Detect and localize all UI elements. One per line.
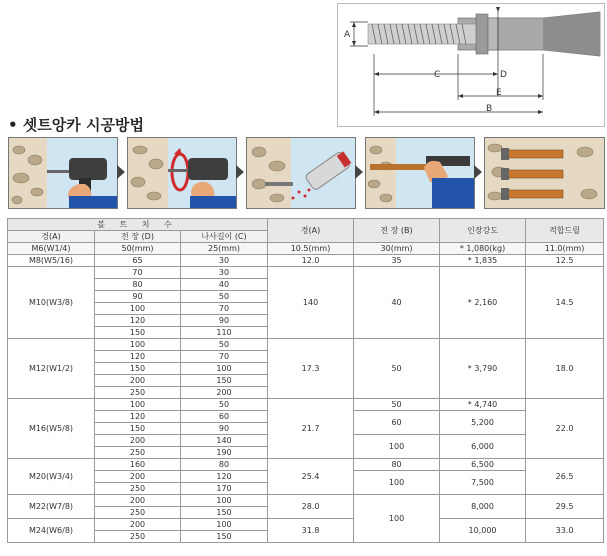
table-cell: M20(W3/4): [8, 459, 95, 495]
table-cell: 10.5(mm): [268, 243, 354, 255]
table-cell: 30(mm): [354, 243, 440, 255]
table-cell: M22(W7/8): [8, 495, 95, 519]
table-cell: 12.0: [268, 255, 354, 267]
table-cell: 30: [181, 255, 268, 267]
table-cell: 200: [95, 435, 181, 447]
dim-label-b: B: [486, 104, 493, 114]
table-cell: 100: [181, 519, 268, 531]
table-cell: M16(W5/8): [8, 399, 95, 459]
table-cell: 120: [95, 315, 181, 327]
table-cell: 50(mm): [95, 243, 181, 255]
step-1-drill-image: [8, 137, 118, 209]
table-cell: 250: [95, 483, 181, 495]
table-cell: 5,200: [440, 411, 526, 435]
table-cell: 150: [95, 423, 181, 435]
table-cell: 100: [181, 495, 268, 507]
table-cell: 150: [181, 375, 268, 387]
table-cell: 120: [95, 351, 181, 363]
installation-steps: [8, 137, 603, 207]
table-cell: 50: [354, 339, 440, 399]
table-cell: 190: [181, 447, 268, 459]
table-cell: 22.0: [526, 399, 604, 459]
table-cell: 70: [181, 351, 268, 363]
length-b-header: 전 장 (B): [354, 219, 440, 243]
table-cell: 6,500: [440, 459, 526, 471]
table-cell: 90: [95, 291, 181, 303]
table-cell: 18.0: [526, 339, 604, 399]
table-cell: M24(W6/8): [8, 519, 95, 543]
table-row: [8, 243, 604, 255]
table-cell: 26.5: [526, 459, 604, 495]
table-cell: 70: [181, 303, 268, 315]
drill-hole-icon: [9, 138, 117, 208]
table-cell: 100: [354, 435, 440, 459]
table-cell: M6(W1/4): [8, 243, 95, 255]
table-cell: 140: [181, 435, 268, 447]
table-cell: 12.5: [526, 255, 604, 267]
step-arrow-icon: [355, 165, 363, 179]
table-cell: 30: [181, 267, 268, 279]
anchor-schematic: [338, 4, 604, 126]
bolt-size-group-header: 볼 트 치 수: [8, 219, 268, 231]
anchor-dimension-diagram: [337, 3, 605, 127]
table-cell: 50: [181, 399, 268, 411]
table-cell: 200: [95, 375, 181, 387]
table-cell: 250: [95, 531, 181, 543]
table-row: [8, 267, 604, 279]
table-cell: 50: [181, 339, 268, 351]
table-cell: 140: [268, 267, 354, 339]
dim-label-d: D: [500, 70, 507, 80]
table-row: [8, 459, 604, 471]
table-cell: 200: [95, 519, 181, 531]
table-cell: 250: [95, 507, 181, 519]
table-cell: 200: [95, 471, 181, 483]
bolt-spec-table: [7, 218, 604, 543]
step-3-insert-image: [246, 137, 356, 209]
table-cell: M10(W3/8): [8, 267, 95, 339]
table-cell: 21.7: [268, 399, 354, 459]
table-cell: 150: [95, 363, 181, 375]
table-header-row: [8, 219, 604, 231]
strength-header: 인장강도: [440, 219, 526, 243]
table-row: [8, 495, 604, 507]
table-cell: 40: [354, 267, 440, 339]
table-cell: 10,000: [440, 519, 526, 543]
table-cell: 11.0(mm): [526, 243, 604, 255]
table-cell: M12(W1/2): [8, 339, 95, 399]
table-row: [8, 339, 604, 351]
step-arrow-icon: [474, 165, 482, 179]
table-cell: 60: [181, 411, 268, 423]
dim-label-c: C: [434, 70, 441, 80]
table-cell: 35: [354, 255, 440, 267]
table-cell: 33.0: [526, 519, 604, 543]
table-cell: 25(mm): [181, 243, 268, 255]
table-cell: 100: [95, 303, 181, 315]
table-cell: 25.4: [268, 459, 354, 495]
installation-method-heading: • 셋트앙카 시공방법: [8, 116, 144, 134]
table-cell: 100: [354, 495, 440, 543]
table-cell: 110: [181, 327, 268, 339]
step-arrow-icon: [236, 165, 244, 179]
table-row: [8, 519, 604, 531]
dia-a-header: 경(A): [8, 231, 95, 243]
table-cell: 7,500: [440, 471, 526, 495]
table-cell: 31.8: [268, 519, 354, 543]
table-cell: 100: [95, 339, 181, 351]
table-cell: 8,000: [440, 495, 526, 519]
table-cell: 150: [181, 507, 268, 519]
table-cell: M8(W5/16): [8, 255, 95, 267]
table-row: [8, 255, 604, 267]
length-d-header: 전 장 (D): [95, 231, 181, 243]
table-cell: 90: [181, 423, 268, 435]
table-cell: 100: [181, 363, 268, 375]
table-cell: 250: [95, 387, 181, 399]
table-cell: 29.5: [526, 495, 604, 519]
drill-header: 적합드릴: [526, 219, 604, 243]
table-cell: 14.5: [526, 267, 604, 339]
hammer-set-icon: [366, 138, 474, 208]
table-cell: * 4,740: [440, 399, 526, 411]
table-cell: 60: [354, 411, 440, 435]
insert-anchor-icon: [247, 138, 355, 208]
table-cell: 50: [181, 291, 268, 303]
table-cell: 6,000: [440, 435, 526, 459]
bolt-spec-table-wrapper: [7, 218, 603, 548]
dia-a2-header: 경(A): [268, 219, 354, 243]
table-cell: 80: [354, 459, 440, 471]
table-cell: 80: [95, 279, 181, 291]
table-cell: 250: [95, 447, 181, 459]
table-cell: * 3,790: [440, 339, 526, 399]
table-cell: 50: [354, 399, 440, 411]
table-cell: 200: [181, 387, 268, 399]
table-row: [8, 399, 604, 411]
table-cell: 120: [95, 411, 181, 423]
table-cell: 100: [354, 471, 440, 495]
table-cell: 200: [95, 495, 181, 507]
step-4-hammer-image: [365, 137, 475, 209]
table-cell: 150: [95, 327, 181, 339]
dim-label-e: E: [496, 88, 502, 98]
table-cell: 40: [181, 279, 268, 291]
table-cell: 120: [181, 471, 268, 483]
table-cell: * 1,835: [440, 255, 526, 267]
table-cell: 100: [95, 399, 181, 411]
table-cell: 70: [95, 267, 181, 279]
table-cell: 65: [95, 255, 181, 267]
table-cell: 28.0: [268, 495, 354, 519]
table-cell: 80: [181, 459, 268, 471]
table-cell: 170: [181, 483, 268, 495]
table-cell: 90: [181, 315, 268, 327]
install-bolt-icon: [485, 138, 604, 208]
table-cell: 160: [95, 459, 181, 471]
table-cell: * 1,080(kg): [440, 243, 526, 255]
table-cell: * 2,160: [440, 267, 526, 339]
step-2-clean-image: [127, 137, 237, 209]
dim-label-a: A: [344, 30, 351, 40]
table-cell: 150: [181, 531, 268, 543]
step-arrow-icon: [117, 165, 125, 179]
thread-c-header: 나사길이 (C): [181, 231, 268, 243]
table-cell: 17.3: [268, 339, 354, 399]
step-5-bolt-image: [484, 137, 605, 209]
clean-hole-icon: [128, 138, 236, 208]
